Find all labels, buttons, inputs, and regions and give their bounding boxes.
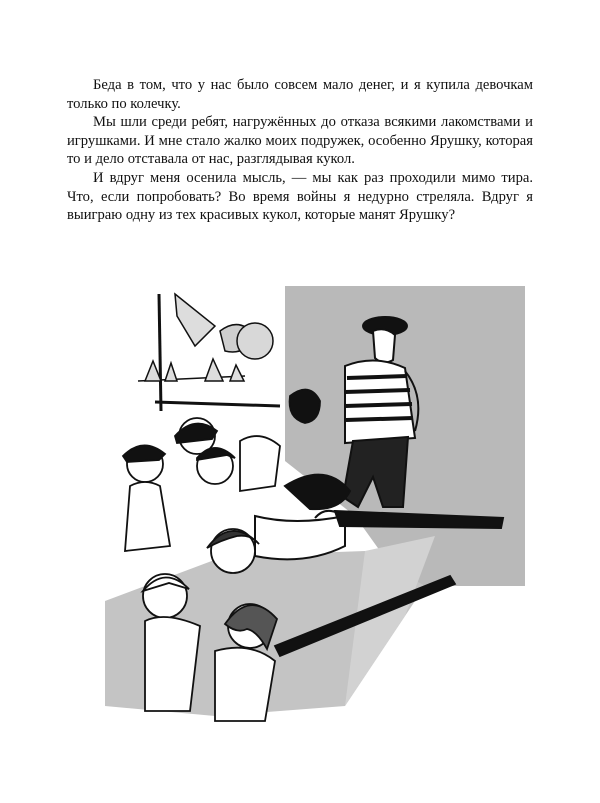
shooting-gallery-illustration xyxy=(105,286,525,736)
paragraph-1: Беда в том, что у нас было совсем мало денег, и я купила девочкам только по колечку. xyxy=(67,77,533,112)
prize-shelf xyxy=(145,294,273,381)
paragraph-2: Мы шли среди ребят, нагружённых до отказа всякими лакомствами и игрушками. И мне стало жалко моих подружек, особенно Ярушку, которая то и дело отставала от нас, разглядывая кукол. xyxy=(67,114,533,168)
paragraph-3: И вдруг меня осенила мысль, — мы как раз проходили мимо тира. Что, если попробовать? Во время войны я недурно стреляла. Вдруг я выиграю одну из тех красивых кукол, которые манят Ярушку? xyxy=(67,169,533,224)
text-block xyxy=(67,76,533,225)
